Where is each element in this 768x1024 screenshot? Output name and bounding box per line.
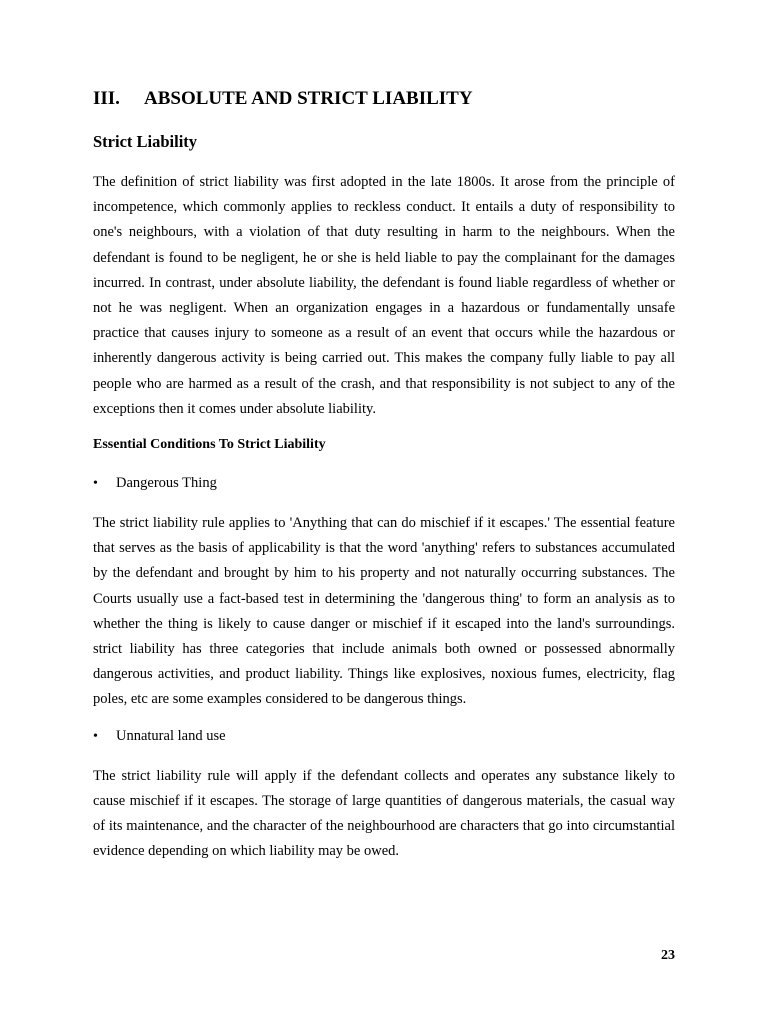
bullet-label: Dangerous Thing (116, 475, 217, 492)
section-heading (93, 86, 675, 112)
page-content (93, 86, 675, 876)
strict-liability-heading: Strict Liability (93, 132, 198, 151)
bullet-icon: • (93, 728, 98, 744)
page-number: 23 (661, 948, 675, 963)
essential-conditions-heading: Essential Conditions To Strict Liability (93, 437, 326, 453)
bullet-icon: • (93, 476, 98, 492)
intro-paragraph: The definition of strict liability was first adopted in the late 1800s. It arose from the principle of incompetence, which commonly applies to reckless conduct. It entails a duty of responsibility to one's neighbours, with a violation of that duty resulting in harm to the neighbours. When the defendant is found to be negligent, he or she is held liable to pay the complainant for the damages incurred. In contrast, under absolute liability, the defendant is found liable regardless of whether or not he was negligent. When an organization engages in a hazardous or fundamentally unsafe practice that causes injury to someone as a result of an event that occurs while the hazardous or inherently dangerous activity is being carried out. This makes the company fully liable to pay all people who are harmed as a result of the crash, and that responsibility is not subject to any of the exceptions then it comes under absolute liability. (93, 174, 675, 417)
bullet-dangerous-thing (93, 472, 675, 495)
bullet-label: Unnatural land use (116, 727, 226, 744)
bullet-unnatural-land-use (93, 725, 675, 748)
section-number: III. (93, 88, 120, 109)
section-title: ABSOLUTE AND STRICT LIABILITY (144, 88, 473, 109)
dangerous-thing-paragraph: The strict liability rule applies to 'Anything that can do mischief if it escapes.' The essential feature that serves as the basis of applicability is that the word 'anything' refers to substances accumulated by the defendant and brought by him to his property and not naturally occurring substances. The Courts usually use a fact-based test in determining the 'dangerous thing' to form an analysis as to whether the thing is likely to cause danger or mischief if it escaped into the land's surroundings. strict liability has three categories that include animals both owned or possessed abnormally dangerous activities, and product liability. Things like explosives, noxious fumes, electricity, flag poles, etc are some examples considered to be dangerous things. (93, 515, 675, 708)
unnatural-land-use-paragraph: The strict liability rule will apply if the defendant collects and operates any substance likely to cause mischief if it escapes. The storage of large quantities of dangerous materials, the casual way of its maintenance, and the character of the neighbourhood are characters that go into circumstantial evidence depending on which liability may be owed. (93, 767, 675, 860)
